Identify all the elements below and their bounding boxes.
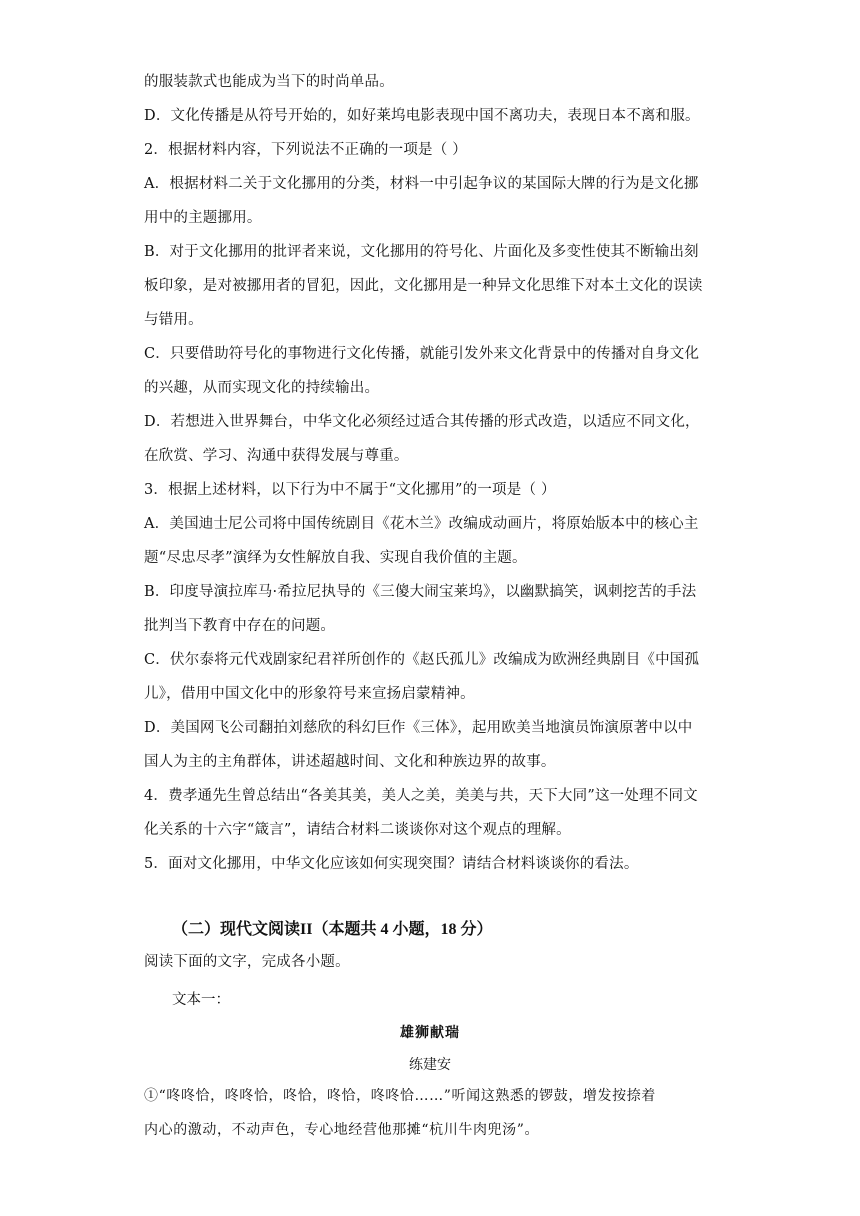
story-author: 练建安	[409, 1057, 451, 1073]
option-d: D．若想进入世界舞台，中华文化必须经过适合其传播的形式改造，以适应不同文化，	[144, 414, 700, 430]
story-paragraph: ①“咚咚恰，咚咚恰，咚恰，咚恰，咚咚恰……”听闻这熟悉的锣鼓，增发按捺着	[144, 1088, 656, 1104]
text-line: 在欣赏、学习、沟通中获得发展与尊重。	[144, 448, 409, 464]
text-line: 化关系的十六字“箴言”，请结合材料二谈谈你对这个观点的理解。	[144, 822, 571, 838]
story-paragraph: 内心的激动，不动声色，专心地经营他那摊“杭川牛肉兜汤”。	[144, 1122, 540, 1138]
option-a: A．美国迪士尼公司将中国传统剧目《花木兰》改编成动画片，将原始版本中的核心主	[144, 516, 699, 532]
text-line: 的服装款式也能成为当下的时尚单品。	[144, 74, 394, 90]
question-5: 5．面对文化挪用，中华文化应该如何实现突围？请结合材料谈谈你的看法。	[144, 856, 639, 872]
text-line: 批判当下教育中存在的问题。	[144, 618, 336, 634]
option-a: A．根据材料二关于文化挪用的分类，材料一中引起争议的某国际大牌的行为是文化挪	[144, 176, 699, 192]
option-c: C．伏尔泰将元代戏剧家纪君祥所创作的《赵氏孤儿》改编成为欧洲经典剧目《中国孤	[144, 652, 700, 668]
option-c: C．只要借助符号化的事物进行文化传播，就能引发外来文化背景中的传播对自身文化	[144, 346, 700, 362]
text-line: 儿》，借用中国文化中的形象符号来宣扬启蒙精神。	[144, 686, 475, 702]
question-2: 2．根据材料内容，下列说法不正确的一项是（ ）	[144, 142, 467, 158]
section-heading: （二）现代文阅读II（本题共 4 小题，18 分）	[172, 921, 493, 938]
text-line: 用中的主题挪用。	[144, 210, 262, 226]
text-line: 的兴趣，从而实现文化的持续输出。	[144, 380, 380, 396]
question-3: 3．根据上述材料，以下行为中不属于“文化挪用”的一项是（ ）	[144, 482, 556, 498]
story-title: 雄狮献瑞	[400, 1025, 460, 1041]
option-b: B．印度导演拉库马·希拉尼执导的《三傻大闹宝莱坞》，以幽默搞笑，讽刺挖苦的手法	[144, 584, 697, 600]
text-line: D．文化传播是从符号开始的，如好莱坞电影表现中国不离功夫，表现日本不离和服。	[144, 108, 700, 124]
text-line: 板印象，是对被挪用者的冒犯，因此，文化挪用是一种异文化思维下对本土文化的误读	[144, 278, 703, 294]
question-4: 4．费孝通先生曾总结出“各美其美，美人之美，美美与共，天下大同”这一处理不同文	[144, 788, 698, 804]
text-label: 文本一：	[172, 992, 230, 1008]
text-line: 与错用。	[144, 312, 203, 328]
option-b: B．对于文化挪用的批评者来说，文化挪用的符号化、片面化及多变性使其不断输出刻	[144, 244, 699, 260]
instruction: 阅读下面的文字，完成各小题。	[144, 954, 350, 970]
text-line: 题“尽忠尽孝”演绎为女性解放自我、实现自我价值的主题。	[144, 550, 527, 566]
option-d: D．美国网飞公司翻拍刘慈欣的科幻巨作《三体》，起用欧美当地演员饰演原著中以中	[144, 720, 693, 736]
text-line: 国人为主的主角群体，讲述超越时间、文化和种族边界的故事。	[144, 754, 556, 770]
